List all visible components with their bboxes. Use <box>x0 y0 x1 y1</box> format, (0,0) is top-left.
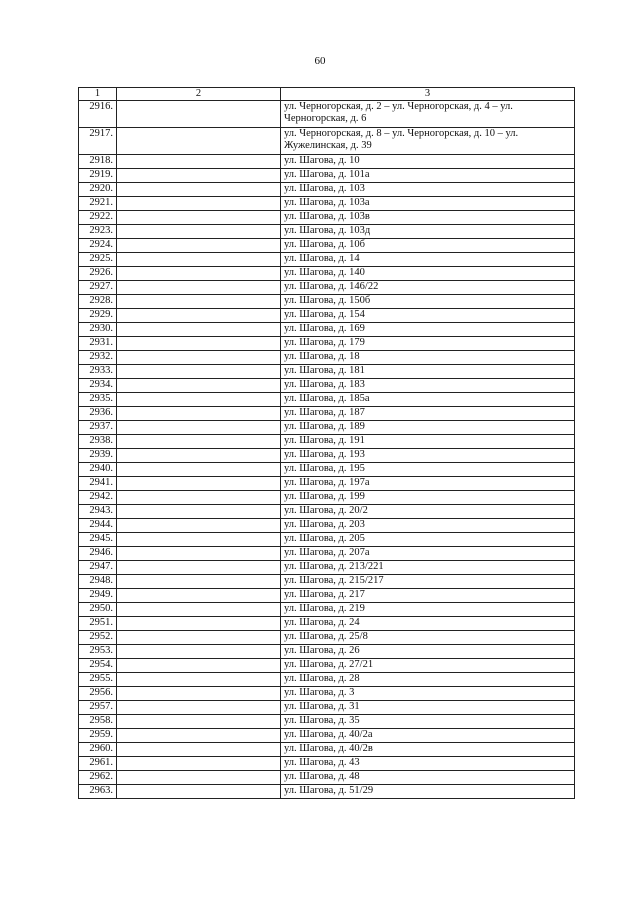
row-address: ул. Шагова, д. 40/2а <box>281 729 575 743</box>
row-number: 2935. <box>79 393 117 407</box>
address-table <box>78 87 575 799</box>
table-header <box>79 88 575 101</box>
table-row <box>79 547 575 561</box>
row-number: 2953. <box>79 645 117 659</box>
row-col-2 <box>117 351 281 365</box>
row-col-2 <box>117 365 281 379</box>
row-address: ул. Шагова, д. 10б <box>281 239 575 253</box>
row-col-2 <box>117 379 281 393</box>
row-address: ул. Шагова, д. 203 <box>281 519 575 533</box>
table-row <box>79 351 575 365</box>
table-row <box>79 281 575 295</box>
row-number: 2929. <box>79 309 117 323</box>
table-row <box>79 463 575 477</box>
row-address: ул. Шагова, д. 181 <box>281 365 575 379</box>
row-col-2 <box>117 603 281 617</box>
row-number: 2925. <box>79 253 117 267</box>
row-number: 2926. <box>79 267 117 281</box>
row-address: ул. Шагова, д. 26 <box>281 645 575 659</box>
row-address: ул. Шагова, д. 27/21 <box>281 659 575 673</box>
row-col-2 <box>117 673 281 687</box>
row-number: 2917. <box>79 128 117 155</box>
header-col-3: 3 <box>281 88 575 101</box>
row-address: ул. Черногорская, д. 2 – ул. Черногорская, д. 4 – ул. Черногорская, д. 6 <box>281 101 575 128</box>
row-number: 2959. <box>79 729 117 743</box>
row-number: 2958. <box>79 715 117 729</box>
row-address: ул. Шагова, д. 150б <box>281 295 575 309</box>
row-number: 2927. <box>79 281 117 295</box>
row-col-2 <box>117 101 281 128</box>
row-col-2 <box>117 421 281 435</box>
row-col-2 <box>117 701 281 715</box>
table-row <box>79 183 575 197</box>
row-col-2 <box>117 253 281 267</box>
row-address: ул. Шагова, д. 197а <box>281 477 575 491</box>
table-row <box>79 169 575 183</box>
header-col-1: 1 <box>79 88 117 101</box>
row-col-2 <box>117 197 281 211</box>
row-address: ул. Шагова, д. 3 <box>281 687 575 701</box>
table-row <box>79 267 575 281</box>
row-number: 2952. <box>79 631 117 645</box>
row-col-2 <box>117 491 281 505</box>
row-col-2 <box>117 281 281 295</box>
row-address: ул. Шагова, д. 43 <box>281 757 575 771</box>
row-number: 2919. <box>79 169 117 183</box>
row-number: 2916. <box>79 101 117 128</box>
row-number: 2930. <box>79 323 117 337</box>
table-row <box>79 617 575 631</box>
row-col-2 <box>117 295 281 309</box>
row-address: ул. Шагова, д. 20/2 <box>281 505 575 519</box>
row-col-2 <box>117 477 281 491</box>
table-row <box>79 589 575 603</box>
table-row <box>79 785 575 799</box>
row-address: ул. Шагова, д. 185а <box>281 393 575 407</box>
row-number: 2949. <box>79 589 117 603</box>
row-address: ул. Шагова, д. 193 <box>281 449 575 463</box>
page-number: 60 <box>314 55 326 67</box>
row-col-2 <box>117 561 281 575</box>
row-number: 2940. <box>79 463 117 477</box>
row-number: 2938. <box>79 435 117 449</box>
row-col-2 <box>117 155 281 169</box>
header-row <box>79 88 575 101</box>
row-col-2 <box>117 743 281 757</box>
row-address: ул. Шагова, д. 24 <box>281 617 575 631</box>
row-col-2 <box>117 757 281 771</box>
row-col-2 <box>117 547 281 561</box>
table-row <box>79 743 575 757</box>
row-number: 2951. <box>79 617 117 631</box>
row-col-2 <box>117 505 281 519</box>
row-col-2 <box>117 533 281 547</box>
table-row <box>79 295 575 309</box>
row-number: 2934. <box>79 379 117 393</box>
row-address: ул. Шагова, д. 207а <box>281 547 575 561</box>
table-row <box>79 253 575 267</box>
row-col-2 <box>117 225 281 239</box>
table-row <box>79 771 575 785</box>
row-number: 2941. <box>79 477 117 491</box>
row-number: 2944. <box>79 519 117 533</box>
table-row <box>79 561 575 575</box>
row-number: 2954. <box>79 659 117 673</box>
row-number: 2931. <box>79 337 117 351</box>
row-number: 2920. <box>79 183 117 197</box>
table-row <box>79 673 575 687</box>
table-row <box>79 337 575 351</box>
row-col-2 <box>117 323 281 337</box>
row-col-2 <box>117 337 281 351</box>
row-col-2 <box>117 435 281 449</box>
row-number: 2921. <box>79 197 117 211</box>
row-number: 2923. <box>79 225 117 239</box>
row-col-2 <box>117 519 281 533</box>
row-col-2 <box>117 575 281 589</box>
header-col-2: 2 <box>117 88 281 101</box>
table-row <box>79 575 575 589</box>
row-address: ул. Шагова, д. 191 <box>281 435 575 449</box>
row-address: ул. Шагова, д. 103 <box>281 183 575 197</box>
row-address: ул. Шагова, д. 28 <box>281 673 575 687</box>
row-col-2 <box>117 211 281 225</box>
row-address: ул. Шагова, д. 103д <box>281 225 575 239</box>
row-number: 2950. <box>79 603 117 617</box>
table-row <box>79 393 575 407</box>
row-address: ул. Шагова, д. 14 <box>281 253 575 267</box>
row-number: 2947. <box>79 561 117 575</box>
table-row <box>79 239 575 253</box>
row-col-2 <box>117 169 281 183</box>
row-number: 2955. <box>79 673 117 687</box>
row-address: ул. Шагова, д. 35 <box>281 715 575 729</box>
row-col-2 <box>117 463 281 477</box>
row-address: ул. Шагова, д. 219 <box>281 603 575 617</box>
row-address: ул. Шагова, д. 187 <box>281 407 575 421</box>
row-col-2 <box>117 771 281 785</box>
row-col-2 <box>117 715 281 729</box>
row-number: 2961. <box>79 757 117 771</box>
row-col-2 <box>117 631 281 645</box>
row-col-2 <box>117 239 281 253</box>
row-address: ул. Шагова, д. 189 <box>281 421 575 435</box>
row-col-2 <box>117 617 281 631</box>
row-col-2 <box>117 183 281 197</box>
row-number: 2943. <box>79 505 117 519</box>
table-row <box>79 729 575 743</box>
row-address: ул. Шагова, д. 154 <box>281 309 575 323</box>
table-row <box>79 365 575 379</box>
table-row <box>79 379 575 393</box>
row-number: 2957. <box>79 701 117 715</box>
table-body <box>79 101 575 799</box>
row-address: ул. Шагова, д. 40/2в <box>281 743 575 757</box>
row-address: ул. Шагова, д. 179 <box>281 337 575 351</box>
table-row <box>79 505 575 519</box>
row-address: ул. Шагова, д. 25/8 <box>281 631 575 645</box>
row-number: 2942. <box>79 491 117 505</box>
row-address: ул. Шагова, д. 31 <box>281 701 575 715</box>
table-row <box>79 477 575 491</box>
table-row <box>79 519 575 533</box>
row-address: ул. Шагова, д. 199 <box>281 491 575 505</box>
table-row <box>79 407 575 421</box>
row-number: 2945. <box>79 533 117 547</box>
row-number: 2937. <box>79 421 117 435</box>
table-row <box>79 645 575 659</box>
row-number: 2933. <box>79 365 117 379</box>
table-row <box>79 421 575 435</box>
row-address: ул. Шагова, д. 10 <box>281 155 575 169</box>
row-address: ул. Шагова, д. 140 <box>281 267 575 281</box>
row-address: ул. Шагова, д. 146/22 <box>281 281 575 295</box>
table-row <box>79 197 575 211</box>
table-row <box>79 225 575 239</box>
row-col-2 <box>117 407 281 421</box>
row-col-2 <box>117 309 281 323</box>
row-number: 2918. <box>79 155 117 169</box>
row-address: ул. Шагова, д. 103а <box>281 197 575 211</box>
row-col-2 <box>117 449 281 463</box>
table-row <box>79 687 575 701</box>
row-address: ул. Черногорская, д. 8 – ул. Черногорская, д. 10 – ул. Жужелинская, д. 39 <box>281 128 575 155</box>
row-number: 2963. <box>79 785 117 799</box>
row-number: 2928. <box>79 295 117 309</box>
table-row <box>79 435 575 449</box>
row-col-2 <box>117 393 281 407</box>
row-col-2 <box>117 645 281 659</box>
table-row <box>79 491 575 505</box>
row-address: ул. Шагова, д. 217 <box>281 589 575 603</box>
row-col-2 <box>117 687 281 701</box>
row-number: 2956. <box>79 687 117 701</box>
table-row <box>79 101 575 128</box>
row-number: 2962. <box>79 771 117 785</box>
row-address: ул. Шагова, д. 205 <box>281 533 575 547</box>
row-number: 2948. <box>79 575 117 589</box>
table-row <box>79 757 575 771</box>
table-row <box>79 631 575 645</box>
table-row <box>79 715 575 729</box>
row-address: ул. Шагова, д. 103в <box>281 211 575 225</box>
row-address: ул. Шагова, д. 51/29 <box>281 785 575 799</box>
row-address: ул. Шагова, д. 195 <box>281 463 575 477</box>
row-address: ул. Шагова, д. 215/217 <box>281 575 575 589</box>
row-address: ул. Шагова, д. 18 <box>281 351 575 365</box>
table-row <box>79 211 575 225</box>
row-number: 2939. <box>79 449 117 463</box>
table-row <box>79 603 575 617</box>
row-address: ул. Шагова, д. 48 <box>281 771 575 785</box>
row-number: 2922. <box>79 211 117 225</box>
row-number: 2946. <box>79 547 117 561</box>
row-number: 2932. <box>79 351 117 365</box>
table-row <box>79 449 575 463</box>
table-row <box>79 155 575 169</box>
row-col-2 <box>117 659 281 673</box>
row-address: ул. Шагова, д. 101а <box>281 169 575 183</box>
row-number: 2924. <box>79 239 117 253</box>
table-row <box>79 659 575 673</box>
row-col-2 <box>117 267 281 281</box>
row-col-2 <box>117 785 281 799</box>
row-address: ул. Шагова, д. 169 <box>281 323 575 337</box>
table-row <box>79 309 575 323</box>
table-row <box>79 533 575 547</box>
table-row <box>79 701 575 715</box>
row-address: ул. Шагова, д. 213/221 <box>281 561 575 575</box>
row-number: 2936. <box>79 407 117 421</box>
row-col-2 <box>117 589 281 603</box>
row-col-2 <box>117 729 281 743</box>
row-address: ул. Шагова, д. 183 <box>281 379 575 393</box>
table-row <box>79 323 575 337</box>
row-col-2 <box>117 128 281 155</box>
row-number: 2960. <box>79 743 117 757</box>
table-row <box>79 128 575 155</box>
